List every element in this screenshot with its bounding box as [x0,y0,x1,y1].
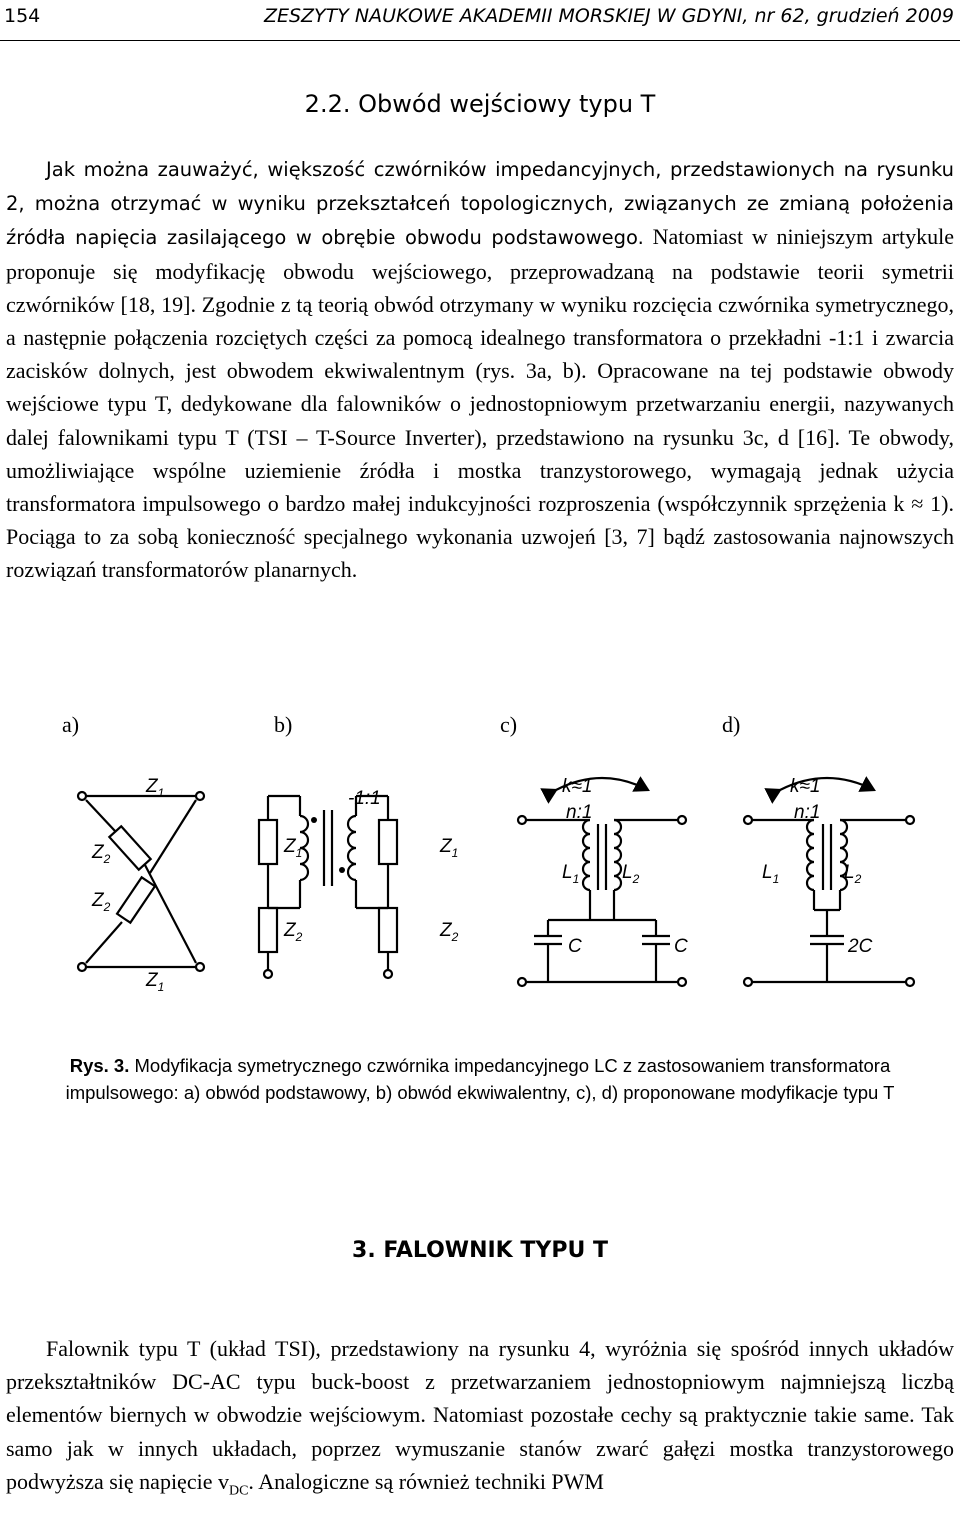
circuit-figure [0,760,960,1000]
label-c-l2: $L_2$ [622,862,640,886]
caption-text: Modyfikacja symetrycznego czwórnika impedancyjnego LC z zastosowaniem transformatora impulsowego: a) obwód podstawowy, b) obwód ekwiwalentny, c), d) proponowane modyfikacje typu T [65,1055,895,1103]
label-a-z2-upper: $Z_2$ [92,842,111,866]
label-c-k: k≈1 [562,776,593,797]
circuit-b [259,796,397,978]
figure-caption [40,1052,920,1106]
label-b-z1-left: $Z_1$ [284,836,303,860]
label-a-z1-bottom: $Z_1$ [146,970,165,994]
panel-label-c: c) [500,712,518,737]
paragraph-1 [6,152,954,587]
circuit-a [78,782,204,971]
label-b-z2-right: $Z_2$ [440,920,459,944]
label-d-2c: 2C [848,936,873,957]
paragraph-1-part-1: Jak można zauważyć, większość czwórników impedancyjnych, przedstawionych na rysunku 2, można otrzymać w wyniku przekształceń topologicznych, związanych ze zmianą położenia źródła napięcia zasilającego w obrębie obwodu podstawowego. [6,158,954,250]
page-number: 154 [4,5,41,27]
section-heading-2-2: 2.2. Obwód wejściowy typu T [304,90,656,118]
label-d-k: k≈1 [790,776,821,797]
label-c-c-left: C [568,936,582,957]
label-b-z1-right: $Z_1$ [440,836,459,860]
panel-label-d: d) [722,712,741,737]
label-b-z2-left: $Z_2$ [284,920,303,944]
label-a-z1-top: $Z_1$ [146,776,165,800]
circuit-c [518,778,686,986]
paragraph-1-part-3: Zgodnie z tą teorią obwód otrzymany w wyniku rozcięcia czwórnika symetrycznego, a następnie połączenia rozciętych części za pomocą idealnego transformatora o przekładni -1:1 i zwarcia zacisków dolnych, jest obwodem ekwiwalentnym (rys. 3a, b). Opracowane na tej podstawie obwody wejściowe typu T, dedykowane dla falowników o jednostopniowym przetwarzaniu energii, nazywanych dalej falownikami typu T (TSI – T-Source Inverter), przedstawiono na rysunku 3c, d [16]. Te obwody, umożliwiające wspólne uziemienie źródła i mostka tranzystorowego, wymagają jednak użycia transformatora impulsowego o bardzo małej indukcyjności rozproszenia (współczynnik sprzężenia k ≈ 1). Pociąga to za sobą konieczność specjalnego wykonania uzwojeń [3, 7] bądź zastosowania najnowszych rozwiązań transformatorów planarnych. [6,291,955,583]
paragraph-2-sub: DC [228,1483,249,1499]
panel-label-b: b) [274,712,293,737]
label-c-ratio: n:1 [566,802,593,823]
label-c-c-right: C [674,936,688,957]
paragraph-2 [6,1332,954,1507]
section-heading-3: 3. FALOWNIK TYPU T [352,1238,608,1263]
running-header [0,0,960,41]
label-a-z2-lower: $Z_2$ [92,890,111,914]
label-c-l1: $L_1$ [562,862,580,886]
caption-label: Rys. 3. [69,1055,130,1076]
paragraph-1-part-2: Natomiast w niniejszym artykule proponuje się modyfikację obwodu wejściowego, przeprowadzaną na podstawie teorii symetrii czwórników [18, 19]. [6,224,954,317]
label-b-ratio: -1:1 [348,788,381,809]
label-d-ratio: n:1 [794,802,821,823]
paragraph-2-end: . Analogiczne są również techniki PWM [248,1468,604,1494]
journal-title: ZESZYTY NAUKOWE AKADEMII MORSKIEJ W GDYNI, nr 62, grudzień 2009 [263,5,954,27]
label-d-l1: $L_1$ [762,862,780,886]
paragraph-2-text: Falownik typu T (układ TSI), przedstawiony na rysunku 4, wyróżnia się spośród innych układów przekształtników DC-AC typu buck-boost z przetwarzaniem jednostopniowym najmniejszą liczbą elementów biernych w obwodzie wejściowym. Natomiast pozostałe cechy są praktycznie takie same. Tak samo jak w innych układach, poprzez wymuszanie stanów zwarć gałęzi mostka tranzystorowego podwyższa się napięcie v [6,1336,954,1494]
label-d-l2: $L_2$ [844,862,862,886]
panel-label-a: a) [62,712,80,737]
